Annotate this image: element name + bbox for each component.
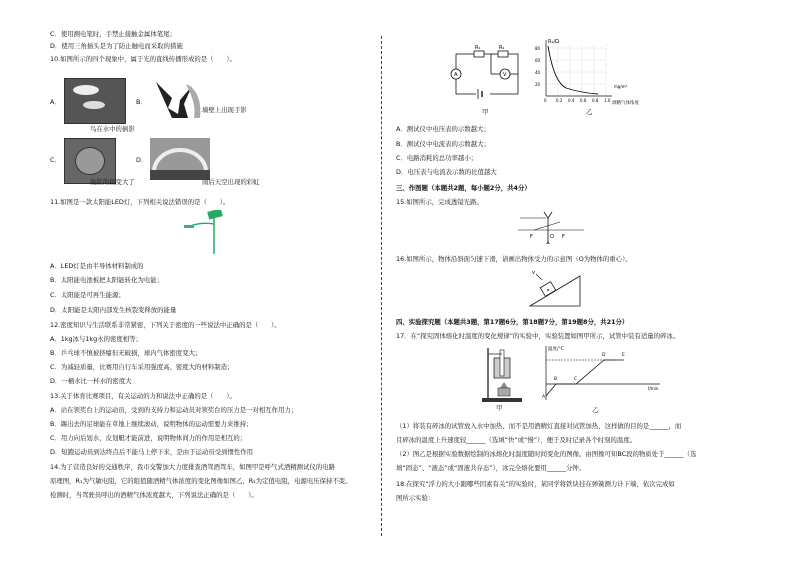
center-of-gravity (547, 289, 549, 291)
graph-point-c: C (574, 377, 578, 382)
q11-option-b: B．太阳能电池板把太阳能转化为电能； (50, 276, 164, 284)
graph-y-label: R₁/Ω (548, 39, 559, 45)
optical-center: O (550, 234, 554, 240)
melting-apparatus (478, 344, 528, 404)
q12-option-c: C．为减轻质量，比赛用自行车采用强度高、密度大的材料制造； (50, 363, 234, 371)
q12-option-a: A．1kg冰与1kg水的密度相等； (50, 335, 142, 343)
question-14-line3: 检测时，当驾驶员呼出的酒精气体浓度越大，下列说法正确的是（ ）。 (50, 491, 258, 499)
x-tick-label: 1.0 (604, 98, 611, 103)
option-c-top: C．使用测电笔时，手禁止接触金属体笔尾； (50, 30, 176, 38)
incident-ray-2 (534, 222, 560, 230)
y-tick-label: 80 (535, 46, 541, 51)
x-tick-label: 0 (544, 98, 547, 103)
q12-option-b: B．乒乓球不慎被挤瘪但无破损，球内气体密度变大； (50, 349, 202, 357)
rainbow-image (150, 138, 210, 180)
q10-a-caption: 鸟在水中的倒影 (90, 125, 135, 133)
x-tick-label: 0.2 (556, 98, 563, 103)
q13-option-b: B．踢出去的足球能在草地上继续滚动，说明物体的运动需要力来维持； (50, 420, 253, 428)
velocity-arrow (536, 274, 542, 280)
question-13: 13.关于体育比赛项目，有关运动的力和说法中正确的是（ ）。 (50, 392, 236, 400)
melting-curve (546, 360, 624, 396)
question-16: 16.如图所示，物体沿斜面匀速下滑，请画出物体受力的示意图（O为物体的重心）。 (396, 255, 632, 263)
q10-d-caption: 雨后天空出现的彩虹 (202, 178, 260, 186)
question-11: 11.如图是一款太阳能LED灯，下列相关说法错误的是（ ）。 (50, 198, 230, 206)
section-3-heading: 三、作图题（本题共2题，每小题2分，共4分） (396, 184, 531, 192)
q17-part2-line1: （2）图乙是根据实验数据绘制的冰熔化时温度随时间变化的图像。由图像可知BC段的物质处于______（选 (396, 450, 697, 458)
column-divider (381, 36, 382, 536)
y-tick-label: 20 (535, 82, 541, 87)
q17-part1-line2: 且碎冰的温度上升速度较______（选填“快”或“慢”），便于及时记录各个时刻的温度。 (396, 436, 637, 444)
fig-jia-17-label: 甲 (496, 404, 503, 412)
question-18-line1: 18.在探究“浮力的大小跟哪些因素有关”的实验时，某同学将铁块挂在弹簧测力计下端，依次完成如 (396, 480, 675, 488)
q14-option-b: B．测试仪中电流表的示数越大； (396, 140, 490, 148)
q12-option-d: D．一桶水比一杯水的密度大 (50, 377, 132, 385)
question-14-line2: 原理图，R₁为气敏电阻，它的阻值随酒精气体浓度的变化图像如图乙，R₂为定值电阻，电源电压保持不变。 (50, 477, 352, 485)
y-tick-label: 40 (535, 70, 541, 75)
fig-yi-label: 乙 (586, 108, 593, 116)
r1-label: R₁ (475, 45, 481, 51)
q14-option-c: C．电路消耗的总功率越小； (396, 154, 478, 162)
sliding-block (540, 282, 555, 297)
r1-resistor (474, 51, 484, 57)
question-18-line2: 图所示实验： (396, 494, 435, 502)
graph-point-b: B (554, 377, 558, 382)
q14-option-d: D．电压表与电流表示数的比值越大 (396, 168, 497, 176)
concave-lens (544, 212, 548, 244)
r1-concentration-graph (532, 36, 642, 112)
fig-yi-17-label: 乙 (592, 406, 599, 414)
alcohol-lamp (500, 382, 508, 388)
ice-melting-graph (536, 342, 666, 406)
graph-x-label: 酒精气体浓度 (612, 101, 639, 106)
q10-b-caption: 墙壁上出现手影 (202, 106, 247, 114)
question-12: 12.密度知识与生活联系非常紧密，下列关于密度的一些说法中正确的是（ ）。 (50, 321, 281, 329)
x-tick-label: 0.8 (592, 98, 599, 103)
q13-option-c: C．用力向后划水，皮划艇才能前进，说明物体间力的作用是相互的； (50, 434, 247, 442)
question-17: 17．在“探究固体熔化时温度的变化规律”的实验中，实验装置如图甲所示，试管中装有适量的碎冰。 (396, 332, 680, 340)
section-4-heading: 四、实验探究题（本题共3题，第17题6分，第18题7分，第19题8分，共21分） (396, 318, 629, 326)
r1-curve (548, 46, 598, 94)
q11-option-c: C．太阳能是可再生能源； (50, 291, 125, 299)
fig-jia-label: 甲 (482, 108, 489, 116)
q11-option-d: D．太阳能是太阳内部发生核裂变释放的能量 (50, 306, 177, 314)
q10-c-letter: C． (50, 156, 61, 164)
q10-a-letter: A． (50, 98, 61, 106)
solar-led-lamp-image (180, 210, 232, 254)
voltmeter-label: V (503, 72, 507, 78)
graph-point-d: D (602, 353, 606, 358)
r2-label: R₂ (499, 45, 505, 51)
circuit-diagram (446, 44, 526, 102)
q10-c-caption: 鱼缸的鱼变大了 (90, 178, 135, 186)
q13-option-d: D．短跑运动员到达终点后不能马上停下来，是由于运动员受到惯性作用 (50, 448, 254, 456)
q11-option-a: A．LED灯是由半导体材料制成的 (50, 262, 144, 270)
bird-reflection-image (64, 78, 126, 124)
time-axis-label: t/min (648, 386, 659, 391)
q10-b-letter: B． (136, 98, 147, 106)
option-d-top: D．使用三角插头是为了防止触电而采取的措施 (50, 42, 183, 50)
r2-resistor (498, 51, 508, 57)
graph-x-unit: mg/m³ (614, 84, 628, 89)
q17-part2-line2: 填“固态”、“液态”或“固液共存态”），冰完全熔化要用______分钟。 (396, 464, 586, 472)
question-14-line1: 14.为了营造良好的交通秩序，我市交警加大力度排查酒驾酒驾车，如图甲是呼气式酒精测试仪的电路 (50, 463, 335, 471)
q17-part1-line1: （1）将装有碎冰的试管放入水中加热，而不是用酒精灯直接对试管加热，这样做的目的是______，而 (396, 422, 682, 430)
question-15: 15.如图所示，完成透镜光路。 (396, 198, 483, 206)
y-tick-label: 60 (535, 58, 541, 63)
focal-point-right: F (562, 234, 565, 240)
q13-option-a: A．站在领奖台上的运动员，受到的支持力和运动员对领奖台的压力是一对相互作用力； (50, 406, 298, 414)
velocity-label: v (532, 270, 535, 276)
question-10: 10.如图所示的四个现象中，属于光的直线传播形成的是（ ）。 (50, 55, 236, 63)
x-tick-label: 0.4 (568, 98, 575, 103)
x-tick-label: 0.6 (580, 98, 587, 103)
focal-point-left: F (530, 234, 533, 240)
graph-point-e: E (622, 353, 625, 358)
hand-shadow-image (150, 78, 208, 122)
temp-axis-label: 温度/°C (548, 347, 564, 352)
incline-diagram (528, 266, 584, 310)
lens-diagram (516, 208, 586, 244)
graph-point-a: A (542, 395, 546, 400)
ammeter-label: A (454, 72, 458, 78)
q14-option-a: A．测试仪中电压表的示数越大； (396, 125, 490, 133)
q10-d-letter: D． (136, 156, 148, 164)
